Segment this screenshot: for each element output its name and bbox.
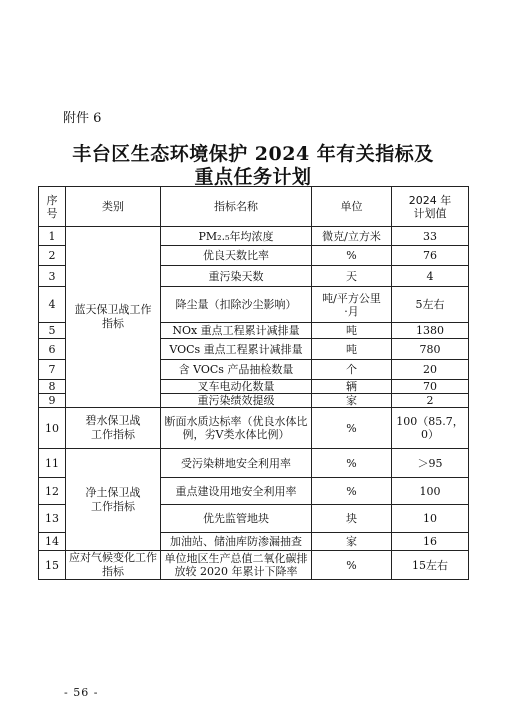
- row-seq: 6: [39, 339, 66, 360]
- row-unit: 家: [312, 533, 392, 551]
- row-plan: 100: [392, 478, 469, 505]
- row-unit: %: [312, 246, 392, 266]
- row-plan: 4: [392, 266, 469, 287]
- row-indicator: 受污染耕地安全利用率: [161, 449, 312, 478]
- row-unit: %: [312, 478, 392, 505]
- row-indicator: 重污染绩效提级: [161, 394, 312, 408]
- row-unit: 辆: [312, 380, 392, 394]
- row-plan: 1380: [392, 323, 469, 339]
- row-plan: 70: [392, 380, 469, 394]
- attachment-label: 附件 6: [63, 111, 102, 126]
- row-indicator: VOCs 重点工程累计减排量: [161, 339, 312, 360]
- category-blue-sky: 蓝天保卫战工作指标: [66, 227, 161, 408]
- row-indicator: 重点建设用地安全利用率: [161, 478, 312, 505]
- row-unit: 吨/平方公里·月: [312, 287, 392, 323]
- table-row: [39, 408, 469, 449]
- row-plan: 15左右: [392, 551, 469, 580]
- header-category: 类别: [66, 187, 161, 227]
- row-seq: 9: [39, 394, 66, 408]
- header-indicator: 指标名称: [161, 187, 312, 227]
- document-title-line1: 丰台区生态环境保护 2024 年有关指标及: [72, 143, 434, 165]
- row-unit: %: [312, 551, 392, 580]
- row-plan: 2: [392, 394, 469, 408]
- table-row: [39, 227, 469, 246]
- row-seq: 5: [39, 323, 66, 339]
- row-indicator: 降尘量（扣除沙尘影响）: [161, 287, 312, 323]
- row-unit: 天: [312, 266, 392, 287]
- row-indicator: 单位地区生产总值二氧化碳排放较 2020 年累计下降率: [161, 551, 312, 580]
- row-unit: 个: [312, 360, 392, 380]
- row-plan: 16: [392, 533, 469, 551]
- category-climate: 应对气候变化工作指标: [66, 551, 161, 580]
- row-seq: 11: [39, 449, 66, 478]
- category-clean-soil: 净土保卫战工作指标: [66, 449, 161, 551]
- row-unit: 家: [312, 394, 392, 408]
- row-indicator: 断面水质达标率（优良水体比例，劣Ⅴ类水体比例）: [161, 408, 312, 449]
- row-plan: ＞95: [392, 449, 469, 478]
- row-plan: 5左右: [392, 287, 469, 323]
- row-indicator: 含 VOCs 产品抽检数量: [161, 360, 312, 380]
- row-indicator: 叉车电动化数量: [161, 380, 312, 394]
- row-seq: 2: [39, 246, 66, 266]
- row-indicator: 加油站、储油库防渗漏抽查: [161, 533, 312, 551]
- row-plan: 780: [392, 339, 469, 360]
- row-indicator: 优良天数比率: [161, 246, 312, 266]
- row-unit: 吨: [312, 339, 392, 360]
- header-plan: 2024 年计划值: [392, 187, 469, 227]
- row-seq: 15: [39, 551, 66, 580]
- row-seq: 1: [39, 227, 66, 246]
- row-seq: 4: [39, 287, 66, 323]
- category-clear-water: 碧水保卫战工作指标: [66, 408, 161, 449]
- row-seq: 7: [39, 360, 66, 380]
- row-plan: 33: [392, 227, 469, 246]
- document-title-line2: 重点任务计划: [194, 166, 312, 188]
- table-row: [39, 551, 469, 580]
- row-indicator: PM₂.₅年均浓度: [161, 227, 312, 246]
- header-seq: 序号: [39, 187, 66, 227]
- row-seq: 14: [39, 533, 66, 551]
- row-seq: 8: [39, 380, 66, 394]
- row-seq: 13: [39, 505, 66, 533]
- row-indicator: NOx 重点工程累计减排量: [161, 323, 312, 339]
- row-unit: %: [312, 408, 392, 449]
- row-indicator: 优先监管地块: [161, 505, 312, 533]
- row-indicator: 重污染天数: [161, 266, 312, 287]
- row-plan: 76: [392, 246, 469, 266]
- row-plan: 100（85.7，0）: [392, 408, 469, 449]
- row-plan: 20: [392, 360, 469, 380]
- row-unit: 块: [312, 505, 392, 533]
- row-plan: 10: [392, 505, 469, 533]
- row-unit: %: [312, 449, 392, 478]
- row-seq: 12: [39, 478, 66, 505]
- row-unit: 吨: [312, 323, 392, 339]
- table-header-row: [39, 187, 469, 227]
- row-seq: 3: [39, 266, 66, 287]
- page-number: - 56 -: [64, 686, 99, 699]
- table-row: [39, 449, 469, 478]
- header-unit: 单位: [312, 187, 392, 227]
- indicators-table: [38, 186, 469, 580]
- row-seq: 10: [39, 408, 66, 449]
- row-unit: 微克/立方米: [312, 227, 392, 246]
